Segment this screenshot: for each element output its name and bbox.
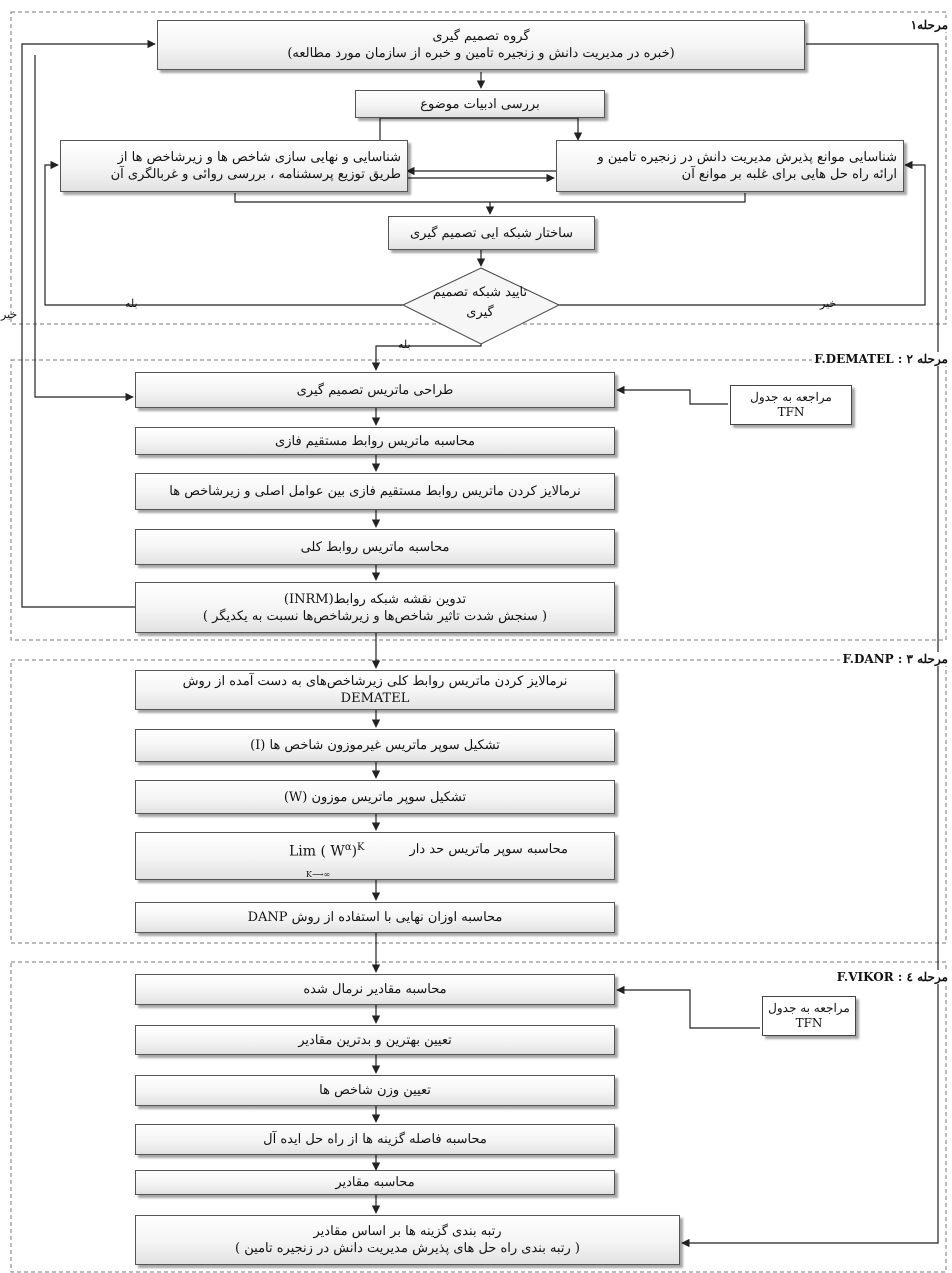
decision-line1: تایید شبکه تصمیم: [432, 285, 528, 300]
tfn-reference-1-line1: مراجعه به جدول: [750, 390, 832, 404]
limit-supermatrix-box: [135, 832, 615, 880]
normalize-matrix-label: نرمالایز کردن ماتریس روابط مستقیم فازی بین عوامل اصلی و زیرشاخص ها: [169, 484, 581, 499]
tfn-reference-box-2: [762, 996, 856, 1036]
network-structure-label: ساختار شبکه ایی تصمیم گیری: [409, 225, 574, 241]
barriers-line2: ارائه راه حل هایی برای غلبه بر موانع آن: [681, 167, 897, 182]
total-matrix-label: محاسبه ماتریس روابط کلی: [300, 539, 450, 555]
limit-formula-close: ): [351, 843, 358, 860]
normalize-matrix-box: [135, 473, 615, 510]
compute-values-label: محاسبه مقادیر: [335, 1175, 415, 1190]
weighted-supermatrix-box: [135, 780, 615, 814]
decision-group-title: گروه تصمیم گیری: [432, 29, 530, 44]
stage3-label: مرحله ۳ : F.DANP: [842, 652, 948, 666]
unweighted-supermatrix-label: تشکیل سوپر ماتریس غیرموزون شاخص ها (I): [250, 738, 500, 753]
tfn-reference-2-line2: TFN: [795, 1016, 823, 1030]
danp-weights-label: محاسبه اوزان نهایی با استفاده از روش DANP: [247, 910, 503, 925]
no-return-stage2: [35, 55, 133, 397]
barriers-line1: شناسایی موانع پذیرش مدیریت دانش در زنجیره تامین و: [597, 150, 897, 165]
inrm-line2: ( سنجش شدت تاثیر شاخص‌ها و زیرشاخص‌ها نسبت به یکدیگر ): [202, 608, 548, 624]
no-label-right: خیر: [820, 297, 837, 310]
design-matrix-box: [135, 372, 615, 408]
ranking-line1: رتبه بندی گزینه ها بر اساس مقادیر: [313, 1224, 502, 1239]
stage2-return-to-group: [22, 44, 155, 607]
arrow-decision-to-stage2: [376, 335, 481, 370]
distance-box: [135, 1124, 615, 1155]
best-worst-box: [135, 1025, 615, 1055]
stage2-label: مرحله ۲ : F.DEMATEL: [814, 352, 948, 366]
limit-supermatrix-label: محاسبه سوپر ماتریس حد دار: [409, 842, 568, 857]
inrm-line1: تدوین نقشه شبکه روابط(INRM): [283, 591, 467, 607]
direct-matrix-box: [135, 427, 615, 455]
best-worst-label: تعیین بهترین و بدترین مقادیر: [298, 1032, 452, 1048]
criteria-weights-box: [135, 1075, 615, 1106]
limit-formula-base: Lim ( W: [289, 843, 345, 860]
danp-normalize-line1: نرمالایز کردن ماتریس روابط کلی زیرشاخص‌های به دست آمده از روش: [182, 674, 568, 689]
ranking-line2: ( رتبه بندی راه حل های پذیرش مدیریت دانش در زنجیره تامین ): [235, 1241, 580, 1256]
limit-formula: [289, 839, 365, 861]
barriers-box: [556, 140, 904, 192]
decision-group-subtitle: (خبره در مدیریت دانش و زنجیره تامین و خبره از سازمان مورد مطالعه): [287, 46, 675, 61]
arrow-literature-split: [380, 118, 578, 140]
literature-review-box: [355, 90, 605, 118]
ref1-to-design: [617, 390, 728, 404]
tfn-reference-1-line2: TFN: [777, 405, 805, 419]
yes-label-left: بله: [125, 297, 138, 310]
inrm-box: [135, 582, 615, 633]
danp-weights-box: [135, 902, 615, 933]
indicators-line1: شناسایی و نهایی سازی شاخص ها و زیرشاخص ها از: [117, 150, 401, 165]
limit-formula-k: K: [357, 842, 365, 853]
distance-label: محاسبه فاصله گزینه ها از راه حل ایده آل: [263, 1132, 487, 1147]
network-structure-box: [388, 216, 595, 250]
decision-label: [400, 283, 560, 323]
direct-matrix-label: محاسبه ماتریس روابط مستقیم فازی: [275, 433, 475, 449]
compute-values-box: [135, 1170, 615, 1195]
total-matrix-box: [135, 529, 615, 565]
weighted-supermatrix-label: تشکیل سوپر ماتریس موزون (W): [283, 789, 467, 805]
normalized-values-box: [135, 974, 615, 1005]
yes-label-down: بله: [398, 338, 411, 351]
unweighted-supermatrix-box: [135, 729, 615, 762]
stage1-label: مرحله۱: [910, 18, 948, 32]
decision-line2: گیری: [466, 305, 494, 320]
danp-normalize-line2: DEMATEL: [340, 691, 410, 706]
literature-review-label: بررسی ادبیات موضوع: [420, 96, 540, 112]
ref2-to-normalized: [617, 990, 760, 1028]
design-matrix-label: طراحی ماتریس تصمیم گیری: [296, 382, 454, 398]
group-right-line: [682, 44, 938, 1243]
danp-normalize-box: [135, 670, 615, 710]
ranking-box: [135, 1215, 680, 1265]
no-label-left: خیر: [1, 308, 18, 321]
normalized-values-label: محاسبه مقادیر نرمال شده: [303, 982, 447, 997]
indicators-box: [60, 140, 408, 192]
stage4-label: مرحله ٤ : F.VIKOR: [836, 970, 948, 984]
tfn-reference-box-1: [730, 385, 852, 425]
limit-formula-alpha: α: [344, 842, 352, 853]
merge-to-network: [235, 193, 745, 202]
criteria-weights-label: تعیین وزن شاخص ها: [319, 1083, 431, 1098]
limit-subscript: K⟶∞: [306, 870, 331, 879]
decision-group-box: [157, 20, 805, 70]
indicators-line2: طریق توزیع پرسشنامه ، بررسی روائی و غربالگری آن: [110, 167, 401, 182]
tfn-reference-2-line1: مراجعه به جدول: [768, 1001, 850, 1015]
